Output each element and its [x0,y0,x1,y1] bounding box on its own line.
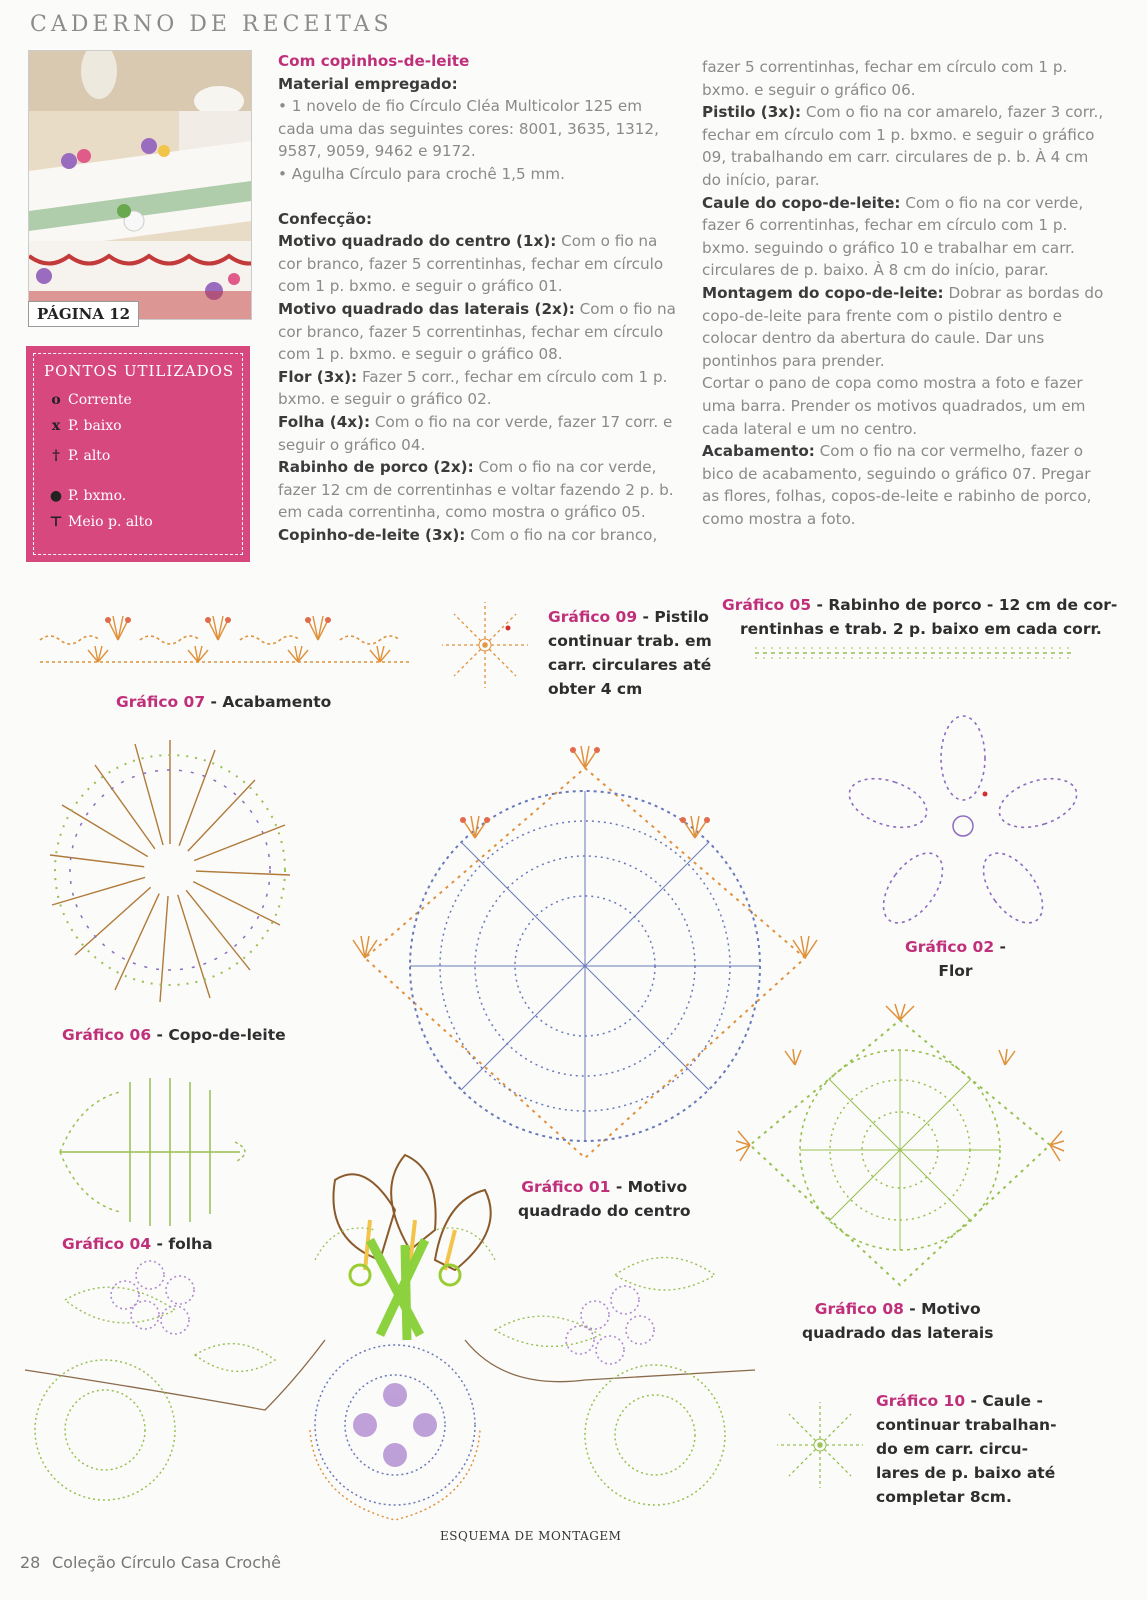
step: Acabamento: Com o fio na cor vermelho, fazer o bico de acabamento, seguindo o gráfico 07. Pregar as flores, folhas, copos-de-leite e rabinho de porco, como mostra a foto. [702,442,1092,528]
single-crochet-icon: x [51,418,61,434]
assembly-scheme-label: ESQUEMA DE MONTAGEM [440,1529,622,1543]
slip-stitch-icon: ● [49,488,63,504]
legend-item: o Corrente [44,392,132,414]
section-title: CADERNO DE RECEITAS [30,12,393,37]
legend-item: ⊤ Meio p. alto [44,514,153,536]
chart-09-caption: Gráfico 09 - Pistilo continuar trab. em carr. circulares até obter 4 cm [548,608,712,698]
legend-item: x P. baixo [44,418,122,440]
chart-05-caption: Gráfico 05 - Rabinho de porco - 12 cm de cor- rentinhas e trab. 2 p. baixo em cada corr. [722,596,1118,638]
chart-09-pistil [440,600,530,690]
chart-07-edging [40,612,410,682]
stitch-legend [26,346,250,562]
step: Copinho-de-leite (3x): Com o fio na cor branco, [278,525,658,544]
recipe-column-1 [278,50,678,546]
step: Pistilo (3x): Com o fio na cor amarelo, fazer 3 corr., fechar em círculo com 1 p. bxmo. e seguir o gráfico 09, trabalhando em carr. circulares de p. b. À 4 cm do início, parar. [702,103,1104,189]
chart-10-stem [775,1400,865,1490]
product-photo [28,50,252,320]
recipe-title: Com copinhos-de-leite [278,52,470,70]
chart-08-caption: Gráfico 08 - Motivo quadrado das laterais [802,1300,994,1342]
publication-title: Coleção Círculo Casa Crochê [52,1553,281,1572]
chart-07-caption: Gráfico 07 - Acabamento [116,693,332,711]
material-heading: Material empregado: [278,74,458,93]
step: Rabinho de porco (2x): Com o fio na cor verde, fazer 12 cm de correntinhas e voltar fazendo 2 p. b. em cada correntinha, como mostra o gráfico 05. [278,458,674,522]
chart-01-caption: Gráfico 01 - Motivo quadrado do centro [518,1178,691,1220]
recipe-column-2 [702,56,1112,530]
photo-illustration [29,51,251,319]
double-crochet-icon: † [52,448,60,464]
material-item: • Agulha Círculo para crochê 1,5 mm. [278,164,565,183]
confeccao-heading: Confecção: [278,209,373,228]
material-item: • 1 novelo de fio Círculo Cléa Multicolor 125 em cada uma das seguintes cores: 8001, 3635, 1312, 9587, 9059, 9462 e 9172. [278,97,659,161]
step: Caule do copo-de-leite: Com o fio na cor verde, fazer 6 correntinhas, fechar em círculo com 1 p. bxmo. seguindo o gráfico 10 e trabalhar em carr. circulares de p. baixo. À 8 cm do início, parar. [702,193,1084,280]
legend-title: PONTOS UTILIZADOS [44,362,235,380]
chart-06-caption: Gráfico 06 - Copo-de-leite [62,1026,286,1044]
chart-04-caption: Gráfico 04 - folha [62,1235,213,1253]
chart-06-calla-lily [40,730,300,1010]
chart-10-caption: Gráfico 10 - Caule - continuar trabalhan- do em carr. circu- lares de p. baixo até completar 8cm. [876,1392,1057,1506]
page-badge: PÁGINA 12 [28,301,139,327]
step: Motivo quadrado do centro (1x): Com o fio na cor branco, fazer 5 correntinhas, fechar em círculo com 1 p. bxmo. e seguir o gráfico 01. [278,232,664,296]
step: Montagem do copo-de-leite: Dobrar as bordas do copo-de-leite para frente com o pistilo dentro e colocar dentro da abertura do caule. Dar uns pontinhos para prender. [702,283,1104,370]
chain-stitch-icon: o [51,392,61,408]
chart-02-caption: Gráfico 02 - Flor [905,938,1006,980]
step: Folha (4x): Com o fio na cor verde, fazer 17 corr. e seguir o gráfico 04. [278,412,673,454]
chart-08-lateral-motif [735,1005,1065,1295]
step: Flor (3x): Fazer 5 corr., fechar em círculo com 1 p. bxmo. e seguir o gráfico 02. [278,367,668,409]
step-continuation: fazer 5 correntinhas, fechar em círculo com 1 p. bxmo. e seguir o gráfico 06. [702,58,1068,99]
legend-item: † P. alto [44,448,110,470]
chart-02-flower [848,708,1078,928]
step: Motivo quadrado das laterais (2x): Com o fio na cor branco, fazer 5 correntinhas, fechar em círculo com 1 p. bxmo. e seguir o gráfico 08. [278,299,676,364]
cut-instructions: Cortar o pano de copa como mostra a foto e fazer uma barra. Prender os motivos quadrados, um em cada lateral e um no centro. [702,374,1086,438]
half-double-crochet-icon: ⊤ [49,514,63,530]
legend-item: ● P. bxmo. [44,488,126,510]
chart-05-chain [755,644,1075,662]
page-number: 28 [20,1553,41,1572]
assembly-scheme [25,1150,755,1530]
